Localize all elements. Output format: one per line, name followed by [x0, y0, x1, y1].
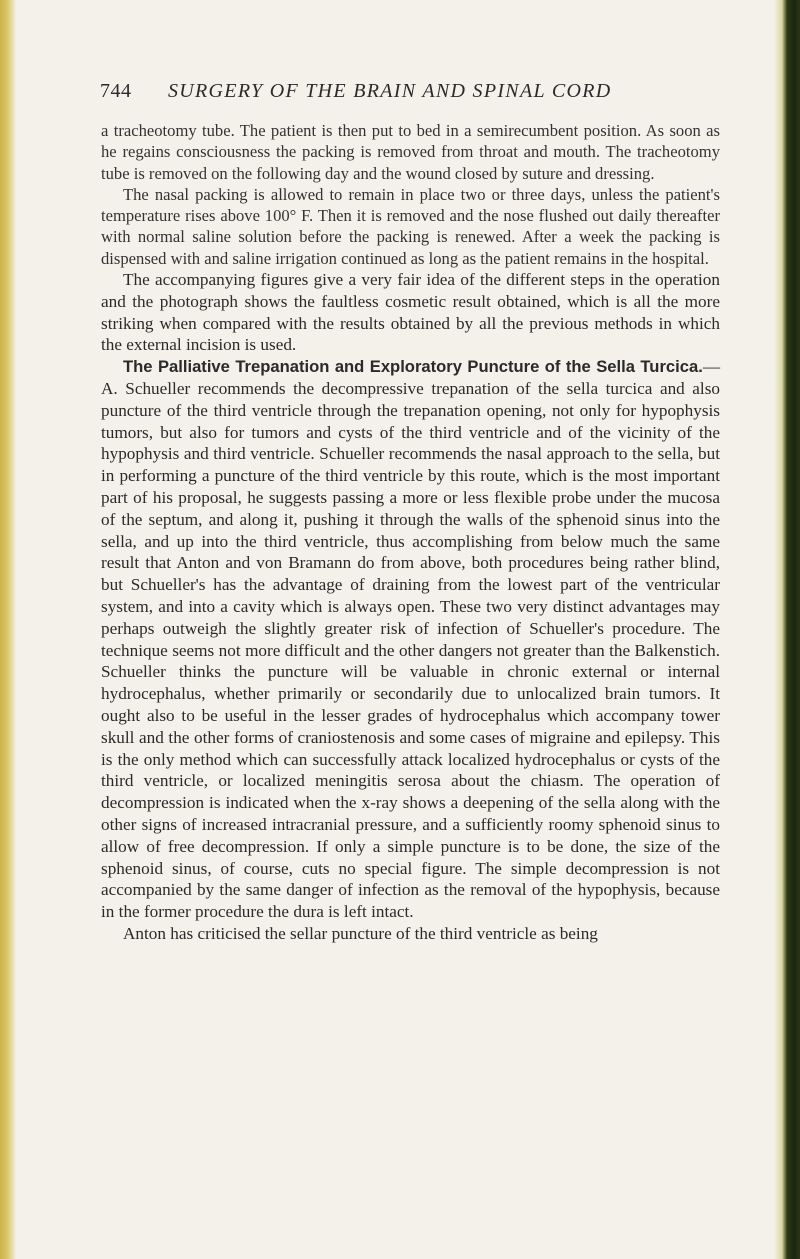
paragraph-palliative-trepanation	[101, 356, 720, 923]
page-right-edge	[774, 0, 800, 1259]
page-header	[100, 80, 720, 106]
running-head: SURGERY OF THE BRAIN AND SPINAL CORD	[168, 80, 612, 102]
paragraph-figures: The accompanying figures give a very fair idea of the different steps in the operation and the photograph shows the faultless cosmetic result obtained, which is all the more striking when compared with the results obtained by all the previous methods in which the external incision is used.	[101, 270, 720, 355]
section-heading: The Palliative Trepanation and Exploratory Puncture of the Sella Turcica.	[123, 357, 703, 377]
section-body-text: —A. Schueller recommends the decompressive trepanation of the sella turcica and also puncture of the third ventricle through the trepanation opening, not only for hypophysis tumors, but also for tumors and cysts of the third ventricle and of the vicinity of the hypophysis and third ventricle. Schueller recommends the nasal approach to the sella, but in performing a puncture of the third ventricle by this route, which is the most important part of his proposal, he suggests passing a more or less flexible probe under the mucosa of the septum, and along it, pushing it through the walls of the sphenoid sinus into the sella, and up into the third ventricle, thus accomplishing from below much the same result that Anton and von Bramann do from above, both procedures being rather blind, but Schueller's has the advantage of draining from the lowest part of the ventricular system, and into a cavity which is always open. These two very distinct advantages may perhaps outweigh the slightly greater risk of infection of Schueller's procedure. The technique seems not more difficult and the other dangers not greater than the Balkenstich. Schueller thinks the puncture will be valuable in chronic external or internal hydrocephalus, whether primarily or secondarily due to unlocalized brain tumors. It ought also to be useful in the lesser grades of hydrocephalus which accompany tower skull and the other forms of craniostenosis and some cases of migraine and epilepsy. This is the only method which can successfully attack localized hydrocephalus or cysts of the third ventricle, or localized meningitis serosa about the chiasm. The operation of decompression is indicated when the x-ray shows a deepening of the sella along with the other signs of increased intracranial pressure, and a sufficiently roomy sphenoid sinus to allow of free decompression. If only a simple puncture is to be done, the size of the sphenoid sinus, of course, cuts no special figure. The simple decompression is not accompanied by the same danger of infection as the removal of the hypophysis, because in the former procedure the dura is left intact.	[101, 357, 720, 922]
page-left-edge	[0, 0, 16, 1259]
page-body	[101, 120, 720, 945]
paragraph-tracheotomy: a tracheotomy tube. The patient is then put to bed in a semirecumbent position. As soon as he regains consciousness the packing is removed from throat and mouth. The tracheotomy tube is removed on the following day and the wound closed by suture and dressing.	[101, 121, 720, 183]
paragraph-anton-criticism: Anton has criticised the sellar puncture of the third ventricle as being	[123, 923, 598, 943]
paragraph-nasal-packing: The nasal packing is allowed to remain in place two or three days, unless the patient's temperature rises above 100° F. Then it is removed and the nose flushed out daily thereafter with normal saline solution before the packing is renewed. After a week the packing is dispensed with and saline irrigation continued as long as the patient remains in the hospital.	[101, 184, 720, 268]
page-number: 744	[100, 80, 132, 102]
